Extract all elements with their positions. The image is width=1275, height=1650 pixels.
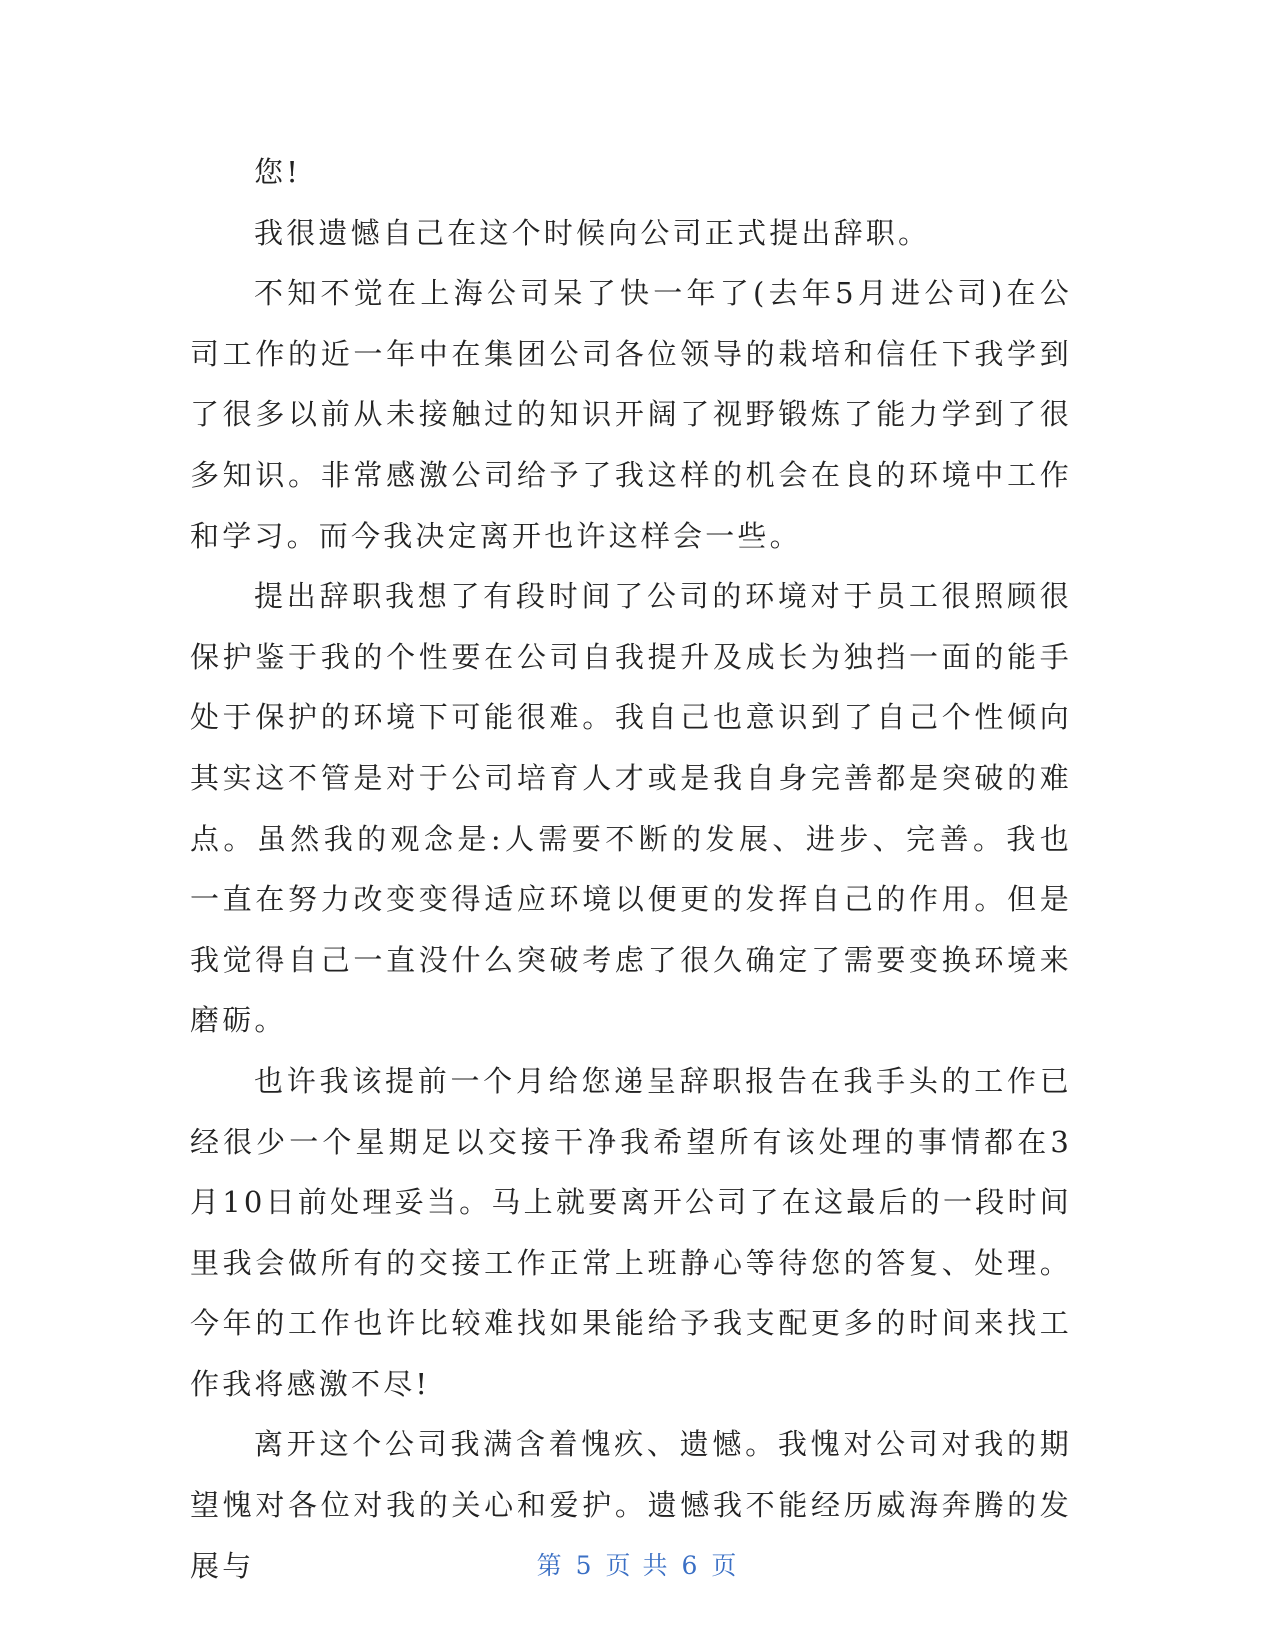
paragraph-reasons: 提出辞职我想了有段时间了公司的环境对于员工很照顾很保护鉴于我的个性要在公司自我提升及成长为独挡一面的能手处于保护的环境下可能很难。我自己也意识到了自己个性倾向其实这不管是对于公司培育人才或是我自身完善都是突破的难点。虽然我的观念是:人需要不断的发展、进步、完善。我也一直在努力改变变得适应环境以便更的发挥自己的作用。但是我觉得自己一直没什么突破考虑了很久确定了需要变换环境来磨砺。 bbox=[190, 579, 1072, 1038]
footer-current-page: 5 bbox=[575, 1551, 594, 1580]
footer-middle: 页 共 bbox=[605, 1551, 670, 1580]
paragraph-handover: 也许我该提前一个月给您递呈辞职报告在我手头的工作已经很少一个星期足以交接干净我希望所有该处理的事情都在3月10日前处理妥当。马上就要离开公司了在这最后的一段时间里我会做所有的交接工作正常上班静心等待您的答复、处理。今年的工作也许比较难找如果能给予我支配更多的时间来找工作我将感激不尽! bbox=[190, 1063, 1072, 1401]
paragraph-resignation-statement: 我很遗憾自己在这个时候向公司正式提出辞职。 bbox=[254, 215, 931, 250]
paragraph-regret: 离开这个公司我满含着愧疚、遗憾。我愧对公司对我的期望愧对各位对我的关心和爱护。遗憾我不能经历威海奔腾的发展与 bbox=[190, 1427, 1072, 1583]
letter-body bbox=[190, 142, 1072, 1596]
footer-total-pages: 6 bbox=[681, 1551, 700, 1580]
page-number-footer bbox=[0, 1546, 1275, 1582]
footer-suffix: 页 bbox=[711, 1551, 739, 1580]
footer-prefix: 第 bbox=[536, 1551, 564, 1580]
paragraph-gratitude: 不知不觉在上海公司呆了快一年了(去年5月进公司)在公司工作的近一年中在集团公司各位领导的栽培和信任下我学到了很多以前从未接触过的知识开阔了视野锻炼了能力学到了很多知识。非常感激公司给予了我这样的机会在良的环境中工作和学习。而今我决定离开也许这样会一些。 bbox=[190, 276, 1072, 553]
paragraph-greeting: 您! bbox=[254, 155, 302, 189]
